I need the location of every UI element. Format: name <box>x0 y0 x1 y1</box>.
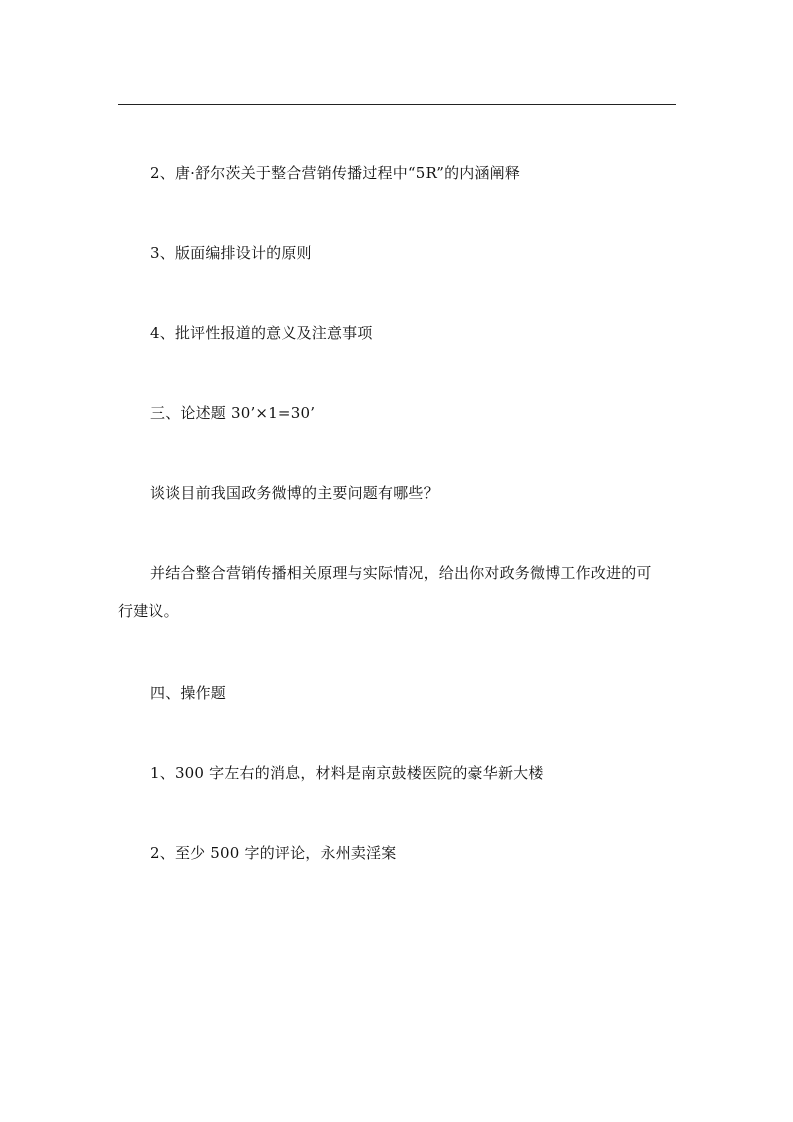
question-3-layout-principles: 3、版面编排设计的原则 <box>150 244 312 262</box>
practical-task-1: 1、300 字左右的消息，材料是南京鼓楼医院的豪华新大楼 <box>150 764 544 782</box>
essay-question-line-1: 谈谈目前我国政务微博的主要问题有哪些？ <box>150 484 439 502</box>
section-4-practical-heading: 四、操作题 <box>150 684 227 702</box>
header-rule <box>118 104 676 105</box>
practical-task-2: 2、至少 500 字的评论，永州卖淫案 <box>150 844 397 862</box>
essay-question-line-3: 行建议。 <box>118 602 179 620</box>
question-2-5r-theory: 2、唐·舒尔茨关于整合营销传播过程中“5R”的内涵阐释 <box>150 164 521 182</box>
essay-question-line-2: 并结合整合营销传播相关原理与实际情况，给出你对政务微博工作改进的可 <box>150 564 652 582</box>
section-3-essay-heading: 三、论述题 30’×1=30’ <box>150 404 316 422</box>
question-4-critical-reporting: 4、批评性报道的意义及注意事项 <box>150 324 373 342</box>
